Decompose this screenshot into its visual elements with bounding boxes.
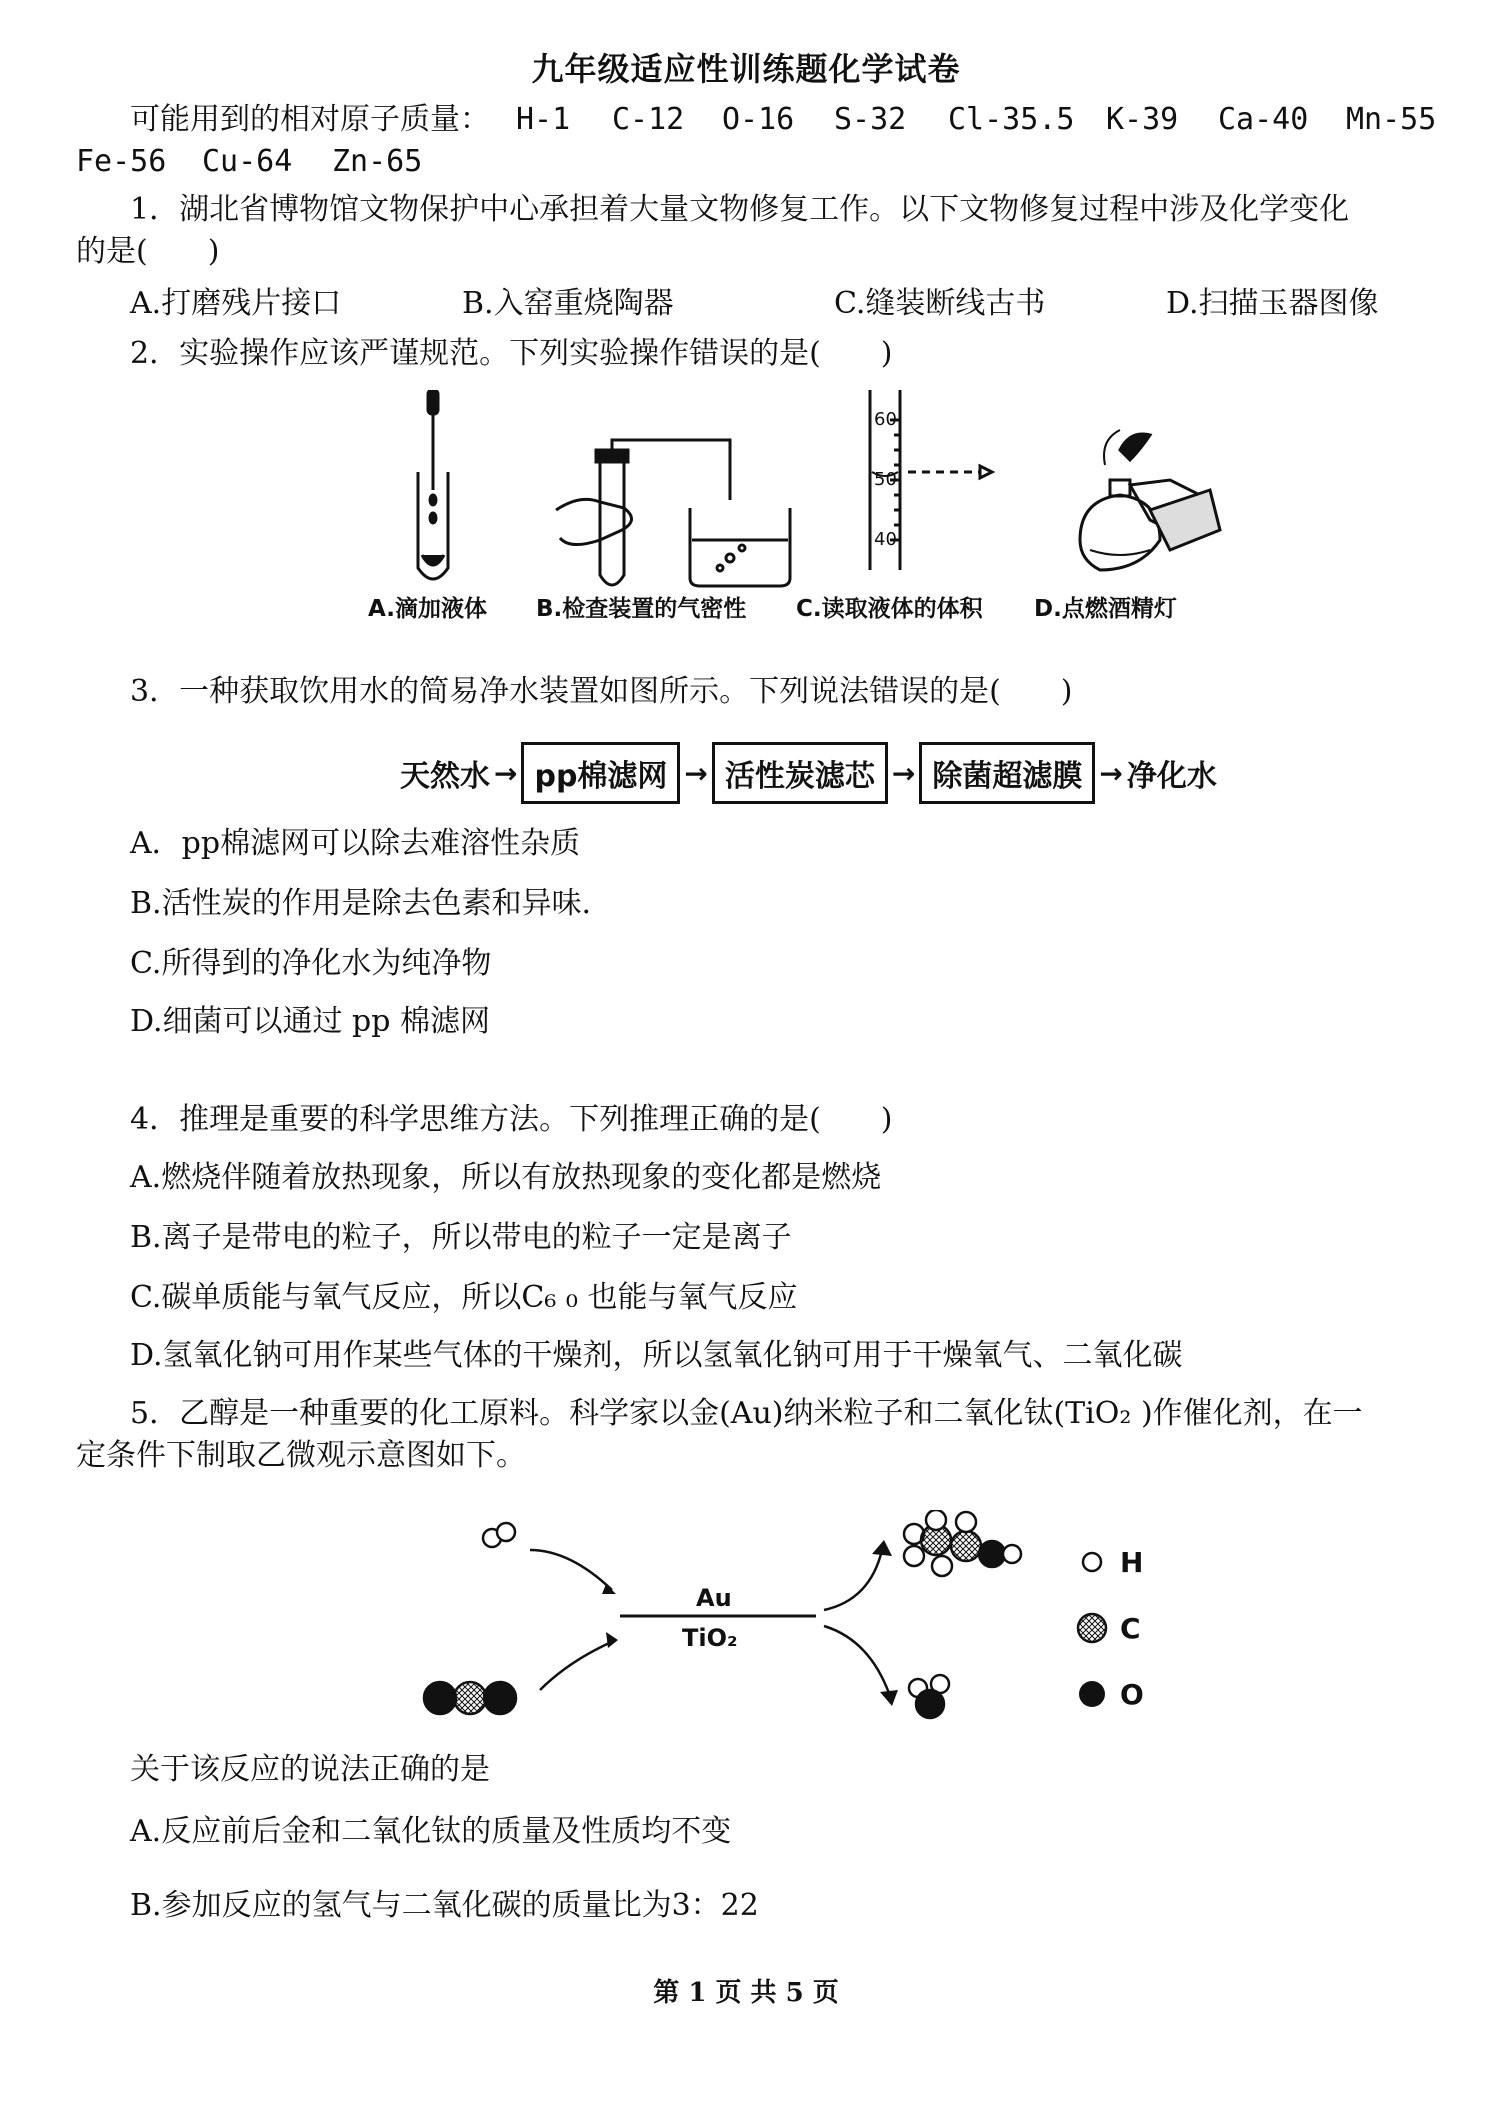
arrow-right-icon: →: [1099, 756, 1123, 790]
arrow-right-icon: →: [494, 756, 518, 790]
q2-caption-d: D.点燃酒精灯: [1034, 596, 1177, 622]
arrow-out-bottom: [824, 1626, 890, 1696]
dropper-test-tube-icon: [418, 390, 448, 579]
q5-option-a: A.反应前后金和二氧化钛的质量及性质均不变: [130, 1814, 732, 1849]
legend-oxygen-icon: [1079, 1681, 1105, 1707]
q3-option-a: A．pp棉滤网可以除去难溶性杂质: [130, 826, 581, 861]
atomic-mass-item: K-39: [1106, 102, 1179, 137]
q4-option-d: D.氢氧化钠可用作某些气体的干燥剂，所以氢氧化钠可用于干燥氧气、二氧化碳: [130, 1338, 1183, 1373]
atomic-mass-item: Zn-65: [332, 144, 423, 179]
q1-option-b: B.入窑重烧陶器: [462, 286, 674, 321]
atomic-masses-label: 可能用到的相对原子质量：: [130, 102, 490, 137]
q5-option-b: B.参加反应的氢气与二氧化碳的质量比为3：22: [130, 1888, 759, 1923]
legend-carbon-icon: [1078, 1614, 1106, 1642]
catalyst-tio2: TiO₂: [682, 1624, 738, 1652]
cylinder-mark-50: 50: [874, 469, 897, 490]
q2-caption-a: A.滴加液体: [368, 596, 487, 622]
exam-title: 九年级适应性训练题化学试卷: [531, 50, 961, 88]
q1-stem-line1: 1．湖北省博物馆文物保护中心承担着大量文物修复工作。以下文物修复过程中涉及化学变化: [130, 192, 1350, 227]
q4-option-c: C.碳单质能与氧气反应，所以C₆ ₀ 也能与氧气反应: [130, 1280, 798, 1315]
catalyst-au: Au: [696, 1584, 732, 1612]
arrow-in-bottom: [540, 1640, 616, 1690]
legend: [1078, 1553, 1106, 1707]
arrow-in-top: [530, 1550, 612, 1590]
q3-option-c: C.所得到的净化水为纯净物: [130, 946, 492, 981]
q1-stem-line2: 的是( ): [76, 234, 220, 269]
arrow-right-icon: →: [684, 756, 708, 790]
q5-stem-line1: 5．乙醇是一种重要的化工原料。科学家以金(Au)纳米粒子和二氧化钛(TiO₂ )作催化剂，在一: [130, 1396, 1363, 1431]
arrow-out-top: [824, 1550, 882, 1610]
q3-option-d: D.细菌可以通过 pp 棉滤网: [130, 1004, 490, 1039]
q4-option-a: A.燃烧伴随着放热现象，所以有放热现象的变化都是燃烧: [130, 1160, 882, 1195]
page-footer: 第 1 页 共 5 页: [653, 1978, 839, 2008]
flow-step-pp-filter: pp棉滤网: [521, 742, 680, 804]
q3-option-b: B.活性炭的作用是除去色素和异味．: [130, 886, 612, 921]
flow-step-carbon-filter: 活性炭滤芯: [712, 742, 888, 804]
atomic-mass-item: Mn-55: [1346, 102, 1437, 137]
q2-apparatus-figure: [360, 390, 1240, 620]
atomic-mass-item: O-16: [722, 102, 795, 137]
arrow-head-icon: [872, 1540, 892, 1556]
airtightness-check-icon: [556, 440, 790, 586]
alcohol-lamp-icon: [1080, 430, 1220, 570]
q1-option-c: C.缝装断线古书: [834, 286, 1046, 321]
q1-option-a: A.打磨残片接口: [130, 286, 342, 321]
hydrogen-molecule-icon: [483, 1523, 515, 1547]
arrow-head-icon: [880, 1690, 898, 1706]
flow-step-ultrafiltration: 除菌超滤膜: [919, 742, 1095, 804]
legend-label-h: H: [1120, 1546, 1144, 1579]
atomic-mass-item: Cl-35.5: [948, 102, 1075, 137]
water-molecule-icon: [909, 1675, 949, 1718]
flow-input: 天然水: [400, 759, 490, 794]
legend-hydrogen-icon: [1083, 1553, 1101, 1571]
legend-label-c: C: [1120, 1612, 1141, 1645]
cylinder-mark-40: 40: [874, 529, 897, 550]
q2-caption-c: C.读取液体的体积: [796, 596, 983, 622]
arrow-head-icon: [606, 1632, 618, 1648]
q5-question: 关于该反应的说法正确的是: [130, 1752, 490, 1787]
legend-label-o: O: [1120, 1678, 1144, 1711]
flow-output: 净化水: [1126, 759, 1217, 794]
ethanol-molecule-icon: [904, 1510, 1021, 1576]
atomic-mass-item: Cu-64: [202, 144, 293, 179]
q2-stem: 2．实验操作应该严谨规范。下列实验操作错误的是( ): [130, 336, 893, 371]
q3-stem: 3．一种获取饮用水的简易净水装置如图所示。下列说法错误的是( ): [130, 674, 1073, 709]
q4-option-b: B.离子是带电的粒子，所以带电的粒子一定是离子: [130, 1220, 792, 1255]
atomic-mass-item: Ca-40: [1218, 102, 1309, 137]
atomic-mass-item: H-1: [516, 102, 571, 137]
atomic-mass-item: C-12: [612, 102, 685, 137]
cylinder-mark-60: 60: [874, 409, 897, 430]
arrow-right-icon: →: [891, 756, 916, 790]
carbon-dioxide-molecule-icon: [424, 1682, 516, 1714]
q4-stem: 4．推理是重要的科学思维方法。下列推理正确的是( ): [130, 1102, 893, 1137]
q5-stem-line2: 定条件下制取乙微观示意图如下。: [76, 1438, 526, 1473]
q2-caption-b: B.检查装置的气密性: [536, 596, 747, 622]
q1-option-d: D.扫描玉器图像: [1166, 286, 1379, 321]
reaction-micro-diagram: [420, 1510, 1180, 1730]
atomic-mass-item: Fe-56: [76, 144, 167, 179]
water-purification-flow: [400, 742, 1217, 804]
atomic-mass-item: S-32: [834, 102, 907, 137]
